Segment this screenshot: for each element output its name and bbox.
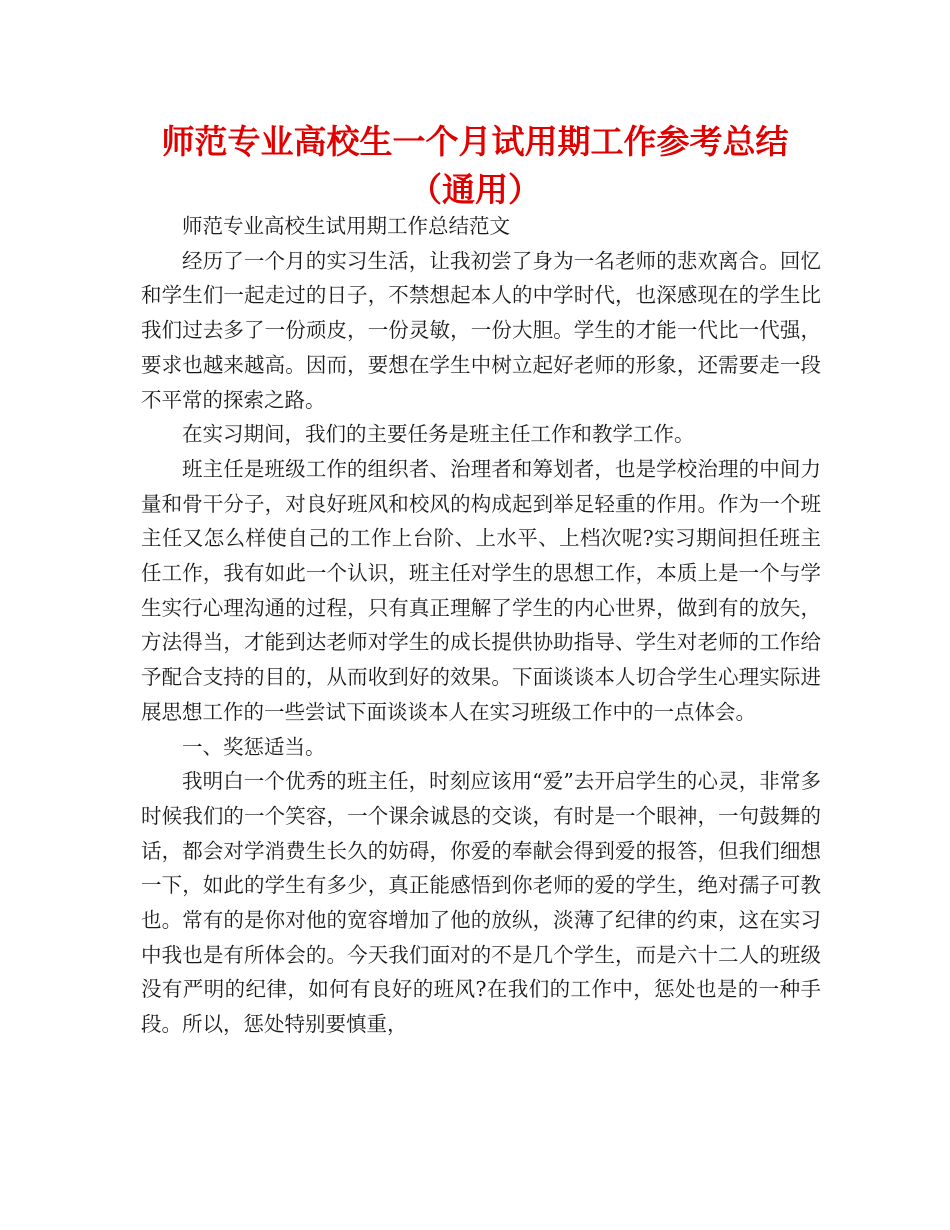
document-body	[141, 209, 821, 1042]
body-paragraph: 在实习期间，我们的主要任务是班主任工作和教学工作。	[182, 422, 695, 447]
body-paragraph: 班主任是班级工作的组织者、治理者和筹划者，也是学校治理的中间力量和骨干分子，对良好班风和校风的构成起到举足轻重的作用。作为一个班主任又怎么样使自己的工作上台阶、上水平、上档次呢?实习期间担任班主任工作，我有如此一个认识，班主任对学生的思想工作，本质上是一个与学生实行心理沟通的过程，只有真正理解了学生的内心世界，做到有的放矢，方法得当，才能到达老师对学生的成长提供协助指导、学生对老师的工作给予配合支持的目的，从而收到好的效果。下面谈谈本人切合学生心理实际进展思想工作的一些尝试下面谈谈本人在实习班级工作中的一点体会。	[141, 456, 821, 724]
section-heading: 一、奖惩适当。	[182, 734, 326, 759]
body-paragraph: 我明白一个优秀的班主任，时刻应该用“爱”去开启学生的心灵，非常多时候我们的一个笑容，一个课余诚恳的交谈，有时是一个眼神，一句鼓舞的话，都会对学消费生长久的妨碍，你爱的奉献会得到爱的报答，但我们细想一下，如此的学生有多少，真正能感悟到你老师的爱的学生，绝对孺子可教也。常有的是你对他的宽容增加了他的放纵，淡薄了纪律的约束，这在实习中我也是有所体会的。今天我们面对的不是几个学生，而是六十二人的班级没有严明的纪律，如何有良好的班风?在我们的工作中，惩处也是的一种手段。所以，惩处特别要慎重，	[141, 769, 821, 1037]
subtitle-paragraph: 师范专业高校生试用期工作总结范文	[182, 214, 510, 238]
body-paragraph: 经历了一个月的实习生活，让我初尝了身为一名老师的悲欢离合。回忆和学生们一起走过的日子，不禁想起本人的中学时代，也深感现在的学生比我们过去多了一份顽皮，一份灵敏，一份大胆。学生的才能一代比一代强，要求也越来越高。因而，要想在学生中树立起好老师的形象，还需要走一段不平常的探索之路。	[141, 248, 821, 412]
document-title: 师范专业高校生一个月试用期工作参考总结（通用）	[161, 122, 789, 209]
